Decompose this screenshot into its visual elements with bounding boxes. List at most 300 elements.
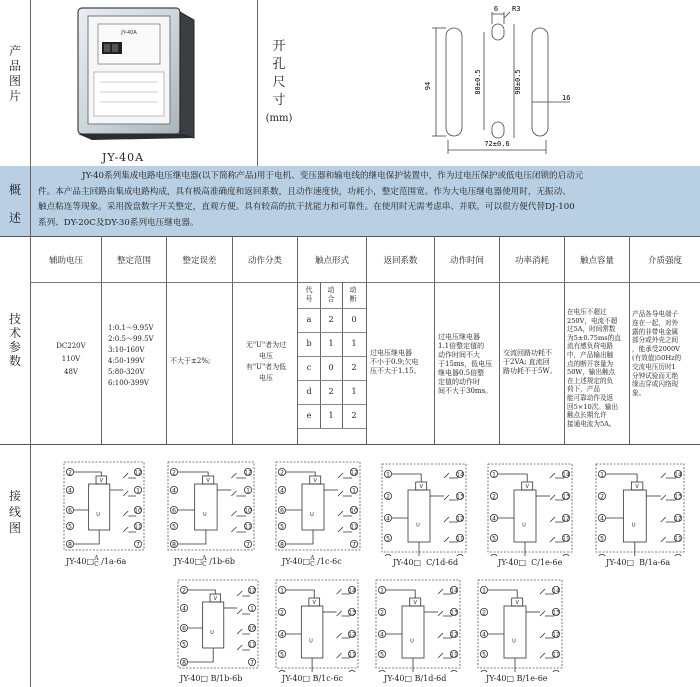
power-line: 路功耗不于5W。: [503, 367, 557, 375]
action-time-line: 1.1倍整定值的: [438, 342, 485, 350]
svg-text:10: [562, 555, 570, 556]
svg-text:4: 4: [482, 631, 486, 639]
label-char: 线: [8, 505, 21, 519]
dim-98: 98±0.5: [514, 69, 522, 95]
action-class-line: 电压: [259, 374, 273, 382]
terminal: [480, 670, 487, 672]
range-value: 2:0.5～99.5V: [108, 335, 154, 343]
terminal: [348, 630, 356, 638]
wiring-caption: [174, 556, 235, 568]
spec-header-aux-voltage: 辅助电压: [48, 256, 83, 266]
terminal: [278, 468, 285, 476]
photo-plate-text: JY-40A: [121, 30, 137, 36]
svg-text:5: 5: [482, 651, 486, 659]
terminal: [248, 586, 256, 594]
svg-text:14: 14: [450, 587, 458, 595]
cf-divider: [298, 356, 366, 357]
terminal: [170, 468, 177, 476]
terminal: [552, 630, 560, 638]
svg-text:10: [456, 555, 464, 556]
svg-text:V: V: [312, 600, 316, 606]
contact-cap-line: 能可靠动作及返: [567, 393, 614, 402]
wiring-diagram: [588, 460, 692, 556]
spec-header-return-coef: 返回系数: [383, 256, 418, 266]
svg-text:1: 1: [280, 587, 284, 595]
svg-text:4: 4: [280, 631, 284, 639]
svg-text:2: 2: [68, 469, 72, 477]
label-char: 技: [8, 312, 21, 326]
svg-text:12: 12: [450, 631, 458, 639]
wiring-diagram: [268, 458, 368, 554]
svg-text:12: 12: [134, 469, 142, 477]
action-class-line: 无"U"者为过: [245, 341, 287, 349]
svg-text:11: 11: [456, 535, 464, 543]
wiring-caption: [606, 558, 670, 567]
svg-text:4: 4: [600, 515, 604, 523]
cf-code: b: [306, 339, 312, 348]
svg-text:2: 2: [172, 469, 176, 477]
range-cell: [108, 323, 166, 389]
svg-text:U: U: [96, 512, 100, 519]
terminal: [562, 492, 570, 500]
range-value: 4:50-199V: [108, 357, 145, 365]
error-cell: 不大于±2%;: [170, 357, 211, 365]
svg-text:V: V: [419, 484, 423, 490]
svg-text:1: 1: [246, 487, 250, 495]
caption-sub: A: [94, 555, 99, 562]
cf-no: 0: [328, 363, 334, 372]
dim-94: 94: [424, 81, 432, 91]
svg-text:8: 8: [68, 541, 72, 549]
terminal: [450, 630, 458, 638]
terminal: [180, 624, 187, 632]
svg-text:V: V: [413, 600, 417, 606]
cf-divider: [298, 404, 366, 405]
terminal: [456, 514, 464, 522]
terminal: [598, 534, 605, 542]
svg-text:13: 13: [456, 493, 464, 501]
svg-text:11: 11: [244, 523, 252, 531]
svg-text:4: 4: [386, 515, 390, 523]
terminal: [278, 540, 285, 548]
contact-cap-line: 在电压不超过: [567, 308, 607, 316]
aux-voltage-value: 110V: [61, 355, 81, 363]
cf-code: e: [306, 411, 312, 420]
wiring-diagram: [56, 458, 152, 554]
terminal: [562, 534, 570, 542]
range-value: 3:10-160V: [108, 346, 145, 354]
svg-text:14: 14: [456, 471, 464, 479]
wiring-caption: [486, 674, 548, 683]
caption-sub: C: [94, 561, 99, 568]
svg-text:6: 6: [172, 507, 176, 515]
svg-text:7: 7: [250, 659, 254, 667]
svg-text:11: 11: [674, 535, 682, 543]
caption-code: JY-40□: [393, 558, 422, 567]
terminal: [480, 608, 487, 616]
svg-text:13: 13: [348, 609, 356, 617]
svg-text:12: 12: [350, 469, 358, 477]
caption-code: JY-40□: [66, 557, 95, 566]
cf-header-no: 动合: [327, 286, 335, 303]
terminal: [450, 586, 458, 594]
terminal: [674, 492, 682, 500]
contact-cap-line: 点的断开容量为: [567, 359, 614, 368]
contact-cap-line: 回5×10次。输出: [567, 402, 619, 411]
wiring-caption: [180, 674, 242, 683]
svg-text:2: 2: [380, 609, 384, 617]
svg-text:V: V: [99, 478, 104, 484]
terminal: [456, 492, 464, 500]
terminal: [66, 506, 73, 514]
terminal: [384, 534, 391, 542]
cf-nc: 2: [351, 363, 357, 372]
svg-text:5: 5: [280, 651, 284, 659]
svg-text:6: 6: [68, 507, 72, 515]
cf-code: d: [306, 387, 312, 396]
svg-text:11: 11: [134, 523, 142, 531]
terminal: [180, 586, 187, 594]
terminal: [66, 540, 73, 548]
power-line: 于2VA; 直流回: [503, 358, 550, 366]
terminal: [278, 486, 285, 494]
terminal: [552, 670, 560, 672]
svg-text:14: 14: [562, 471, 570, 479]
svg-text:8: 8: [280, 541, 284, 549]
return-coef-line: 不小于0.9;欠电: [370, 358, 419, 366]
svg-text:5: 5: [380, 651, 384, 659]
svg-text:5: 5: [68, 523, 72, 531]
dielectric-line: 产品各导电端子: [632, 310, 679, 318]
terminal: [170, 522, 177, 530]
cf-divider: [298, 380, 366, 381]
contact-cap-line: 过5A，时间常数: [567, 325, 616, 334]
terminal: [384, 492, 391, 500]
spec-header-action-time: 动作时间: [449, 256, 484, 266]
wiring-caption: [66, 556, 126, 568]
terminal: [170, 486, 177, 494]
terminal: [170, 506, 177, 514]
cf-header-code: 代号: [305, 286, 313, 303]
spec-header-power: 功率消耗: [514, 256, 549, 266]
terminal: [562, 554, 570, 556]
contact-cap-line: 50W，输出触点: [567, 368, 616, 377]
caption-suffix: /1a-6a: [101, 557, 127, 566]
aux-voltage-value: DC220V: [56, 342, 86, 350]
terminal: [674, 514, 682, 522]
caption-sub: C: [202, 561, 207, 568]
terminal: [480, 650, 487, 658]
svg-text:10: [450, 671, 458, 672]
dielectric-cell: [632, 310, 698, 398]
product-photo: [72, 2, 202, 150]
terminal: [348, 586, 356, 594]
terminal: [278, 670, 285, 672]
terminal: [384, 470, 391, 478]
cf-no: 2: [328, 315, 334, 324]
action-class-line: 有"U"者为低: [245, 363, 287, 371]
header-divider: [257, 0, 258, 166]
range-value: 5:80-320V: [108, 368, 145, 376]
svg-text:12: 12: [674, 515, 682, 523]
wiring-diagram: [374, 460, 474, 556]
cutout-unit: (mm): [265, 113, 293, 124]
terminal: [134, 540, 141, 548]
contact-cap-line: 250V，电流不超: [567, 316, 618, 325]
spec-header-range: 整定范围: [116, 256, 151, 266]
terminal: [348, 608, 356, 616]
svg-text:U: U: [410, 638, 414, 645]
svg-text:6: [386, 555, 390, 556]
svg-text:14: 14: [348, 587, 356, 595]
cf-divider: [342, 282, 343, 428]
terminal: [378, 650, 385, 658]
terminal: [378, 670, 385, 672]
svg-text:U: U: [631, 522, 636, 529]
svg-text:10: 10: [244, 507, 252, 515]
action-time-line: 过电压继电器: [438, 333, 480, 341]
terminal: [598, 554, 605, 556]
caption-sub: A: [310, 555, 315, 562]
contact-cap-cell: [567, 308, 629, 428]
terminal: [378, 586, 385, 594]
dielectric-line: 缘击穿或闪络现: [632, 380, 679, 389]
terminal: [384, 554, 391, 556]
action-time-cell: [438, 333, 498, 396]
caption-suffix: B/1e-6e: [516, 674, 548, 683]
terminal: [552, 586, 560, 594]
product-image-label: [0, 44, 30, 104]
label-column-divider: [30, 0, 31, 687]
svg-text:4: 4: [182, 605, 186, 613]
cf-no: 1: [328, 339, 334, 348]
label-char: 术: [8, 326, 21, 340]
svg-text:8: 8: [182, 659, 186, 667]
svg-text:2: 2: [492, 493, 496, 501]
label-char: 图: [8, 521, 21, 535]
terminal: [456, 534, 464, 542]
caption-suffix: C/1e-6e: [531, 558, 563, 567]
svg-text:5: 5: [280, 523, 284, 531]
dim-16: 16: [562, 94, 571, 102]
caption-suffix: C/1d-6d: [426, 558, 459, 567]
caption-suffix: /1b-6b: [209, 557, 236, 566]
dielectric-line: 象。: [632, 389, 646, 398]
svg-text:5: 5: [182, 641, 186, 649]
svg-text:10: [552, 671, 560, 672]
terminal: [480, 586, 487, 594]
terminal: [350, 522, 358, 530]
cf-no: 2: [328, 387, 334, 396]
svg-text:11: 11: [562, 535, 570, 543]
svg-text:2: 2: [280, 469, 284, 477]
svg-text:4: 4: [492, 515, 496, 523]
svg-text:1: 1: [136, 487, 140, 495]
svg-text:14: 14: [552, 587, 560, 595]
terminal: [490, 554, 497, 556]
spec-header-dielectric: 介质强度: [647, 256, 682, 266]
action-class-line: 电压: [259, 352, 273, 360]
terminal: [244, 522, 252, 530]
terminal: [244, 506, 252, 514]
action-time-line: 继电器0.5倍整: [438, 369, 485, 377]
cf-header-nc: 动断: [349, 286, 357, 303]
cf-divider: [320, 282, 321, 428]
svg-text:U: U: [210, 630, 214, 637]
caption-code: JY-40□: [180, 674, 209, 683]
label-char: 片: [8, 89, 21, 103]
range-value: 1:0.1～9.95V: [108, 324, 154, 332]
svg-text:1: 1: [482, 587, 486, 595]
wiring-diagram: [170, 576, 266, 672]
terminal: [348, 670, 356, 672]
svg-text:10: 10: [248, 625, 256, 633]
svg-text:11: 11: [450, 651, 458, 659]
svg-text:U: U: [512, 638, 516, 645]
svg-text:U: U: [310, 512, 314, 519]
svg-text:4: 4: [280, 487, 284, 495]
terminal: [562, 470, 570, 478]
terminal: [278, 586, 285, 594]
svg-text:13: 13: [450, 609, 458, 617]
terminal: [480, 630, 487, 638]
terminal: [598, 492, 605, 500]
aux-voltage-cell: [46, 340, 96, 379]
svg-text:1: 1: [386, 471, 390, 479]
contact-cap-line: 在上述规定的负: [567, 376, 614, 385]
spec-header-contact-form: 触点形式: [314, 256, 349, 266]
overview-line: 件。本产品主回路由集成电路构成，具有极高准确度和返回系数，且动作速度快，功耗小，整定范围宽。作为大电压继电器使用时，无振动、: [38, 186, 571, 197]
terminal: [378, 608, 385, 616]
svg-text:10: 10: [350, 507, 358, 515]
terminal: [66, 468, 73, 476]
terminal: [598, 514, 605, 522]
caption-code: JY-40□: [498, 558, 527, 567]
wiring-caption: [393, 558, 458, 567]
caption-code: JY-40□: [486, 674, 515, 683]
svg-text:V: V: [206, 478, 210, 484]
svg-text:12: 12: [456, 515, 464, 523]
contact-cap-line: 荷下，产品: [567, 385, 600, 394]
contact-form-table: [298, 282, 366, 444]
svg-text:10: [674, 555, 682, 556]
terminal: [674, 534, 682, 542]
overview-line: JY-40系列集成电路电压继电器(以下简称产品)用于电机、变压器和输电线的继电保护装置中，作为过电压保护或低电压闭锁的启动元: [82, 171, 584, 181]
overview-line: 触点粘连等现象。采用拨盘数字开关整定，直观方便。具有较高的抗干扰能力和可靠性。在使用时无需考虑串、并联。可以很方便代替DJ-100: [38, 202, 575, 212]
terminal: [244, 486, 251, 494]
label-char: 产: [8, 44, 21, 58]
overview-divider: [30, 166, 31, 236]
terminal: [552, 608, 560, 616]
cf-divider: [298, 332, 366, 333]
caption-suffix: /1c-6c: [317, 557, 342, 566]
terminal: [350, 468, 358, 476]
dielectric-line: 交流电压历时1: [632, 362, 676, 371]
svg-text:5: 5: [600, 535, 604, 543]
svg-text:2: 2: [386, 493, 390, 501]
label-char: 接: [8, 489, 21, 503]
svg-text:11: 11: [552, 651, 560, 659]
label-char: 图: [8, 74, 21, 88]
action-time-line: 动作时间不大: [438, 351, 480, 359]
terminal: [378, 630, 385, 638]
terminal: [490, 470, 497, 478]
terminal: [350, 540, 357, 548]
label-char: 数: [8, 354, 21, 368]
svg-text:7: 7: [352, 541, 356, 549]
svg-text:V: V: [525, 484, 529, 490]
svg-text:6: 6: [182, 625, 186, 633]
return-coef-line: 压不大于1.15。: [370, 367, 421, 375]
wiring-caption: [384, 674, 446, 683]
terminal: [552, 650, 560, 658]
svg-text:U: U: [309, 638, 313, 645]
wiring-caption: [498, 558, 562, 567]
spec-header-error: 整定误差: [182, 256, 217, 266]
svg-text:1: 1: [600, 471, 604, 479]
svg-text:7: 7: [136, 541, 140, 549]
svg-text:13: 13: [552, 609, 560, 617]
terminal: [134, 522, 142, 530]
spec-header-action-class: 动作分类: [247, 256, 282, 266]
terminal: [278, 522, 285, 530]
svg-text:11: 11: [248, 641, 256, 649]
svg-text:2: 2: [482, 609, 486, 617]
svg-text:6: [380, 671, 384, 672]
svg-text:1: 1: [250, 605, 254, 613]
svg-text:10: 10: [134, 507, 142, 515]
caption-suffix: B/1a-6a: [639, 558, 671, 567]
terminal: [450, 670, 458, 672]
overview-label: [0, 176, 30, 232]
action-time-line: 于15ms，低电压: [438, 360, 493, 368]
contact-cap-line: 为5±0.75ms的直: [567, 333, 621, 342]
terminal: [180, 604, 187, 612]
cf-nc: 0: [351, 315, 357, 324]
cf-no: 1: [328, 411, 334, 420]
svg-text:· · · · · ·: · · · · · ·: [123, 124, 137, 129]
return-coef-cell: [370, 349, 434, 376]
row-divider-specs: [0, 444, 700, 445]
power-line: 交流回路功耗不: [503, 349, 552, 357]
svg-text:U: U: [202, 512, 207, 519]
label-char: 参: [8, 340, 21, 354]
svg-text:1: 1: [380, 587, 384, 595]
terminal: [674, 470, 682, 478]
svg-text:1: 1: [492, 471, 496, 479]
svg-text:6: [600, 555, 604, 556]
terminal: [278, 630, 285, 638]
terminal: [180, 658, 187, 666]
svg-text:14: 14: [674, 471, 682, 479]
caption-code: JY-40□: [606, 558, 635, 567]
cf-divider: [298, 308, 366, 309]
svg-text:6: [492, 555, 496, 556]
svg-text:12: 12: [562, 515, 570, 523]
terminal: [456, 470, 464, 478]
dielectric-line: 部分或外壳之间: [632, 336, 679, 345]
label-char: 寸: [272, 93, 286, 108]
caption-sub: C: [310, 561, 315, 568]
contact-cap-line: 中，产品输出触: [567, 350, 614, 359]
dim-r3: R3: [512, 5, 521, 13]
overview-text: [38, 169, 694, 231]
wiring-diagram: [480, 460, 580, 556]
svg-text:11: 11: [350, 523, 358, 531]
terminal: [384, 514, 391, 522]
terminal: [450, 650, 458, 658]
contact-cap-line: 接通电流为5A。: [567, 419, 616, 428]
